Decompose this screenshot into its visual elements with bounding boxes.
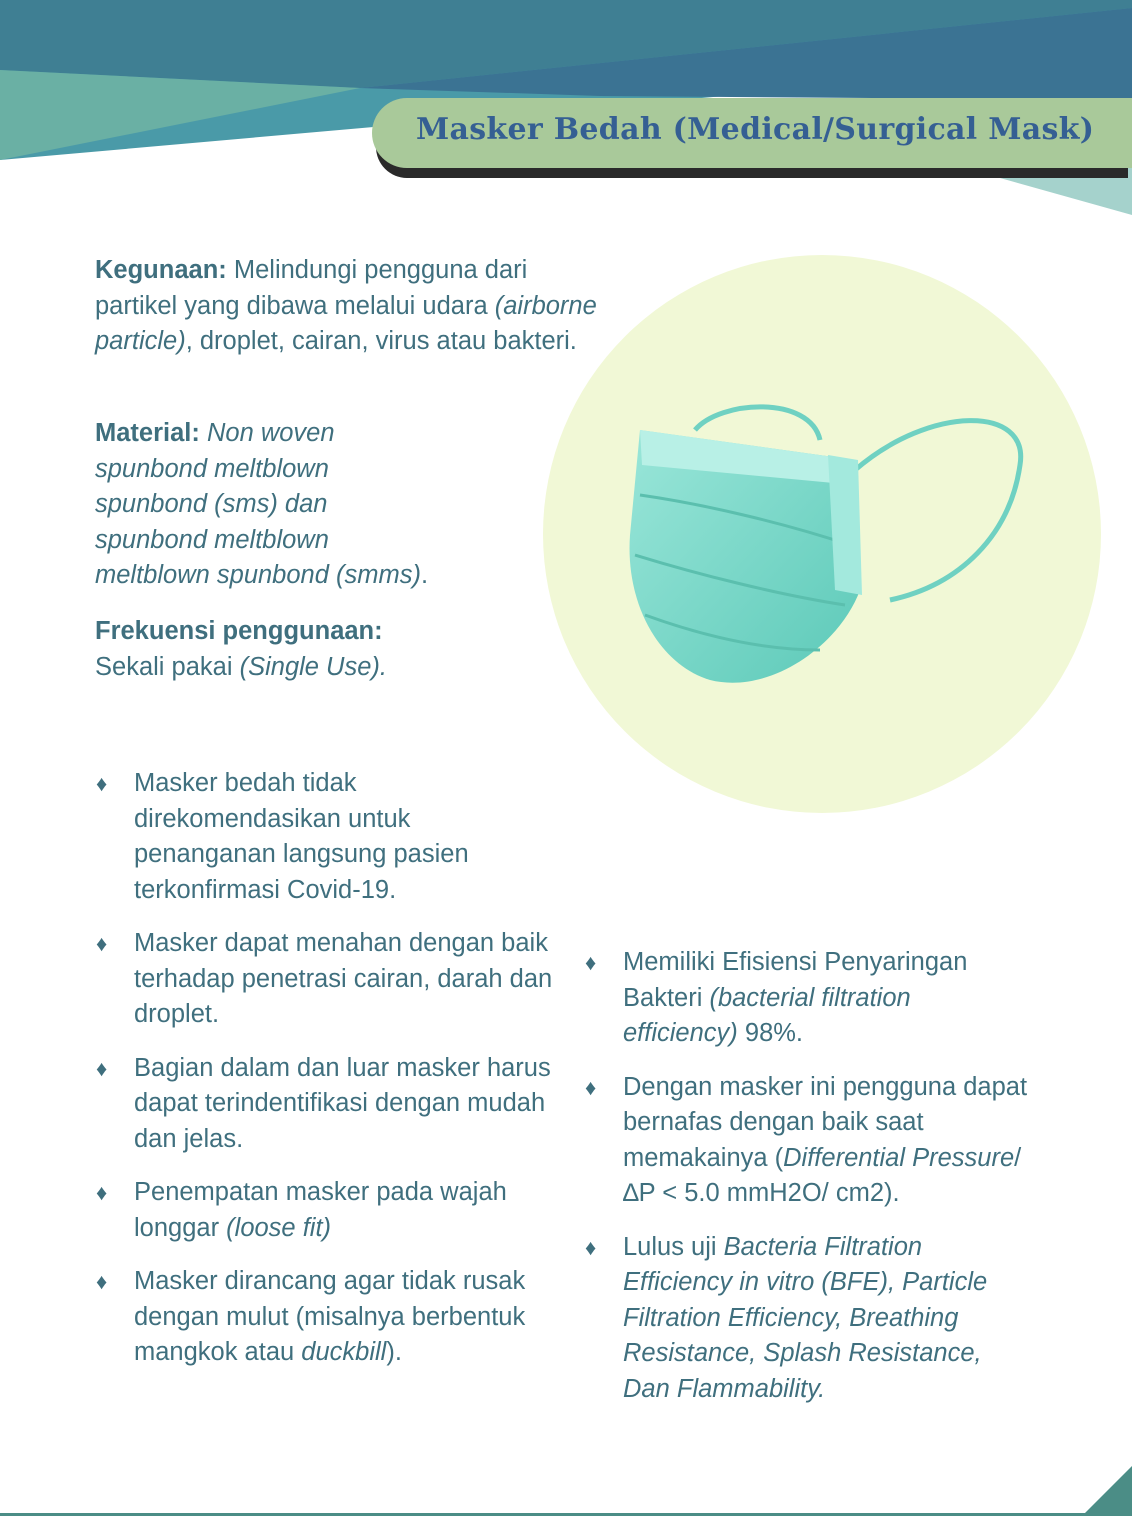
frekuensi-text: Sekali pakai	[95, 652, 240, 681]
diamond-bullet-icon: ♦	[585, 950, 597, 975]
page-title: Masker Bedah (Medical/Surgical Mask)	[416, 112, 1095, 147]
kegunaan-label: Kegunaan:	[95, 256, 227, 284]
surgical-mask-icon	[600, 395, 1040, 715]
list-item	[96, 766, 556, 908]
material-line: spunbond (sms) dan	[95, 490, 328, 518]
material-line: spunbond meltblown	[95, 525, 329, 554]
list-item	[96, 1051, 556, 1158]
right-bullet-list	[585, 945, 1030, 1407]
list-item-text: Memiliki Efisiensi Penyaringan Bakteri	[623, 948, 968, 1012]
list-item-italic: Differential Pressure	[783, 1143, 1015, 1172]
material-line: spunbond meltblown	[95, 454, 329, 483]
material-end: .	[420, 561, 429, 589]
material-label: Material:	[95, 419, 200, 447]
list-item-text: Lulus uji	[623, 1232, 724, 1261]
diamond-bullet-icon: ♦	[585, 1074, 597, 1100]
list-item	[96, 1264, 556, 1371]
left-bullet-list	[96, 766, 556, 1371]
material-line: Non woven	[206, 419, 335, 447]
diamond-bullet-icon: ♦	[585, 1234, 597, 1260]
list-item-italic: Bacteria Filtration Efficiency in vitro (BFE), Particle Filtration Efficiency, Breathing Resistance, Splash Resistance, Dan Flammability.	[623, 1232, 988, 1403]
diamond-bullet-icon: ♦	[96, 931, 108, 956]
list-item-italic: (loose fit)	[226, 1213, 332, 1242]
frekuensi-block	[95, 614, 555, 685]
corner-decoration	[1082, 1466, 1132, 1516]
list-item-text: Masker bedah tidak direkomendasikan untuk penanganan langsung pasien terkonfirmasi Covid-19.	[134, 769, 469, 904]
kegunaan-italic: (airborne particle)	[95, 291, 597, 355]
list-item-italic: duckbill	[301, 1338, 387, 1366]
list-item-text: Masker dirancang agar tidak rusak dengan mulut (misalnya berbentuk mangkok atau	[134, 1267, 526, 1366]
diamond-bullet-icon: ♦	[96, 1180, 108, 1205]
frekuensi-label: Frekuensi penggunaan:	[95, 617, 383, 645]
list-item	[96, 1175, 556, 1246]
diamond-bullet-icon: ♦	[96, 1269, 108, 1294]
kegunaan-text-end: , droplet, cairan, virus atau bakteri.	[185, 327, 577, 355]
list-item-end: /∆P < 5.0 mmH2O/ cm2).	[623, 1143, 1022, 1207]
diamond-bullet-icon: ♦	[96, 1055, 108, 1081]
diamond-bullet-icon: ♦	[96, 771, 108, 796]
kegunaan-block	[95, 253, 615, 360]
material-block	[95, 416, 555, 594]
kegunaan-text: Melindungi pengguna dari partikel yang dibawa melalui udara	[95, 256, 528, 320]
list-item-text: Bagian dalam dan luar masker harus dapat terindentifikasi dengan mudah dan jelas.	[134, 1053, 551, 1153]
list-item	[585, 1230, 1030, 1408]
list-item	[585, 1070, 1030, 1212]
frekuensi-italic: (Single Use).	[239, 652, 387, 681]
list-item-end: 98%.	[737, 1019, 804, 1047]
list-item-text: Masker dapat menahan dengan baik terhadap penetrasi cairan, darah dan droplet.	[134, 929, 553, 1028]
list-item	[585, 945, 1030, 1052]
list-item	[96, 926, 556, 1033]
list-item-end: ).	[386, 1338, 402, 1366]
list-item-text: Penempatan masker pada wajah longgar	[134, 1178, 507, 1242]
list-item-text: Dengan masker ini pengguna dapat bernafas dengan baik saat memakainya (	[623, 1072, 1028, 1172]
material-line: meltblown spunbond (smms)	[95, 561, 421, 589]
list-item-italic: (bacterial filtration efficiency)	[623, 983, 911, 1047]
